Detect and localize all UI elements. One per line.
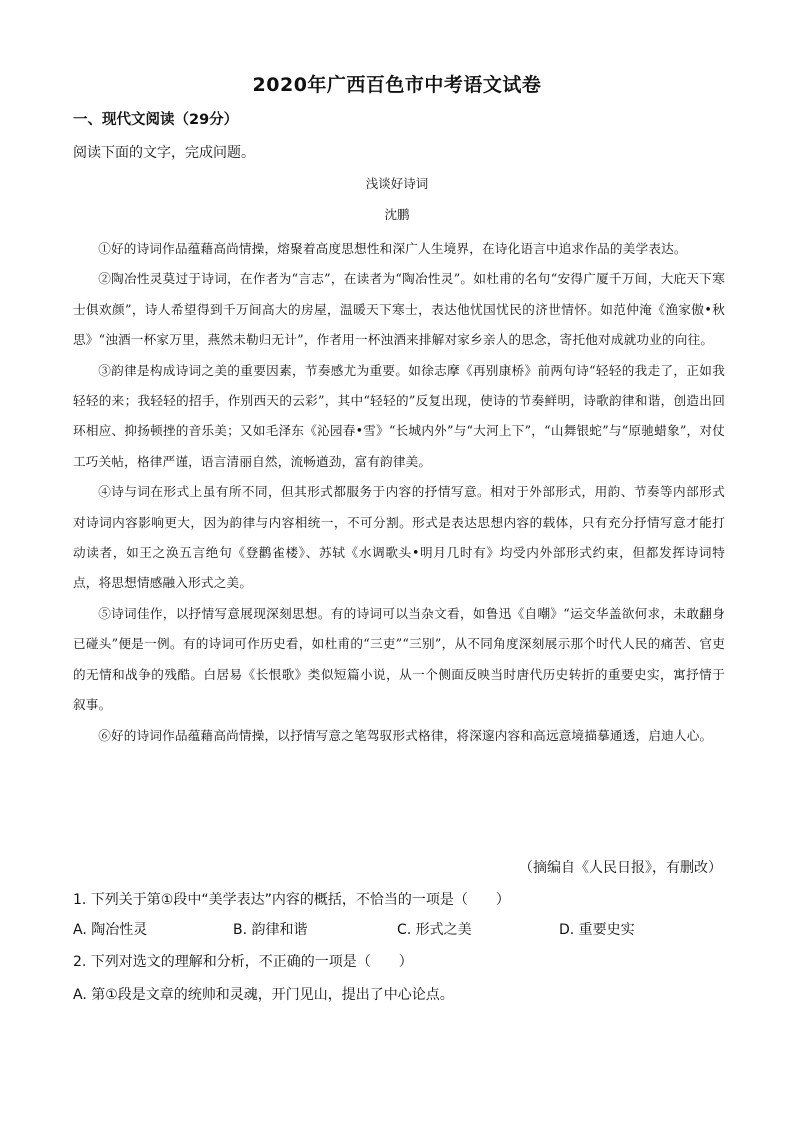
question-1-option-a: A. 陶冶性灵 xyxy=(73,922,148,938)
paragraph-5: ⑤诗词佳作，以抒情写意展现深刻思想。有的诗词可以当杂文看，如鲁迅《自嘲》“运交华盖欲何求，未敢翻身已碰头”便是一例。有的诗词可作历史看，如杜甫的“三吏”“三别”，从不同角度深刻展示那个时代人民的痛苦、官吏的无情和战争的残酷。白居易《长恨歌》类似短篇小说，从一个侧面反映当时唐代历史转折的重要史实，寓抒情于叙事。 xyxy=(73,605,725,713)
section-heading: 一、现代文阅读（29分） xyxy=(73,112,239,128)
source-note: （摘编自《人民日报》，有删改） xyxy=(519,860,722,876)
reading-instruction: 阅读下面的文字，完成问题。 xyxy=(73,145,255,161)
question-1-option-c: C. 形式之美 xyxy=(397,922,472,938)
paragraph-3: ③韵律是构成诗词之美的重要因素，节奏感尤为重要。如徐志摩《再别康桥》前两句诗“轻轻的我走了，正如我轻轻的来；我轻轻的招手，作别西天的云彩”，其中“轻轻的”反复出现，使诗的节奏鲜明，诗歌韵律和谐，创造出回环相应、抑扬顿挫的音乐美；又如毛泽东《沁园春•雪》“长城内外”与“大河上下”，“山舞银蛇”与“原驰蜡象”，对仗工巧关帖，格律严谨，语言清丽自然，流畅遒劲，富有韵律美。 xyxy=(73,362,725,469)
question-2-stem: 2. 下列对选文的理解和分析，不正确的一项是（ ） xyxy=(73,954,413,970)
article-body xyxy=(73,234,725,751)
paragraph-4: ④诗与词在形式上虽有所不同，但其形式都服务于内容的抒情写意。相对于外部形式，用韵、节奏等内部形式对诗词内容影响更大，因为韵律与内容相统一，不可分割。形式是表达思想内容的载体，只有充分抒情写意才能打动读者，如王之涣五言绝句《登鹳雀楼》、苏轼《水调歌头•明月几时有》均受内外部形式约束，但都发挥诗词特点，将思想情感融入形式之美。 xyxy=(73,484,725,591)
paragraph-1: ①好的诗词作品蕴藉高尚情操，熔聚着高度思想性和深广人生境界，在诗化语言中追求作品的美学表达。 xyxy=(98,241,687,256)
exam-title: 2020年广西百色市中考语文试卷 xyxy=(252,74,542,96)
question-1-stem: 1. 下列关于第①段中“美学表达”内容的概括，不恰当的一项是（ ） xyxy=(73,892,510,908)
question-1-option-d: D. 重要史实 xyxy=(559,922,635,938)
question-2-option-a: A. 第①段是文章的统帅和灵魂，开门见山，提出了中心论点。 xyxy=(73,987,454,1003)
question-1-option-b: B. 韵律和谐 xyxy=(233,922,308,938)
paragraph-2: ②陶冶性灵莫过于诗词，在作者为“言志”，在读者为“陶冶性灵”。如杜甫的名句“安得广厦千万间，大庇天下寒士俱欢颜”，诗人希望得到千万间高大的房屋，温暖天下寒士，表达他忧国忧民的济世情怀。如范仲淹《渔家傲•秋思》“浊酒一杯家万里，燕然未勒归无计”，作者用一杯浊酒来排解对家乡亲人的思念，寄托他对成就功业的向往。 xyxy=(73,271,725,348)
article-author: 沈鹏 xyxy=(384,207,410,222)
article-title: 浅谈好诗词 xyxy=(365,176,429,191)
paragraph-6: ⑥好的诗词作品蕴藉高尚情操，以抒情写意之笔驾驭形式格律，将深邃内容和高远意境描摹通透，启迪人心。 xyxy=(98,727,713,743)
